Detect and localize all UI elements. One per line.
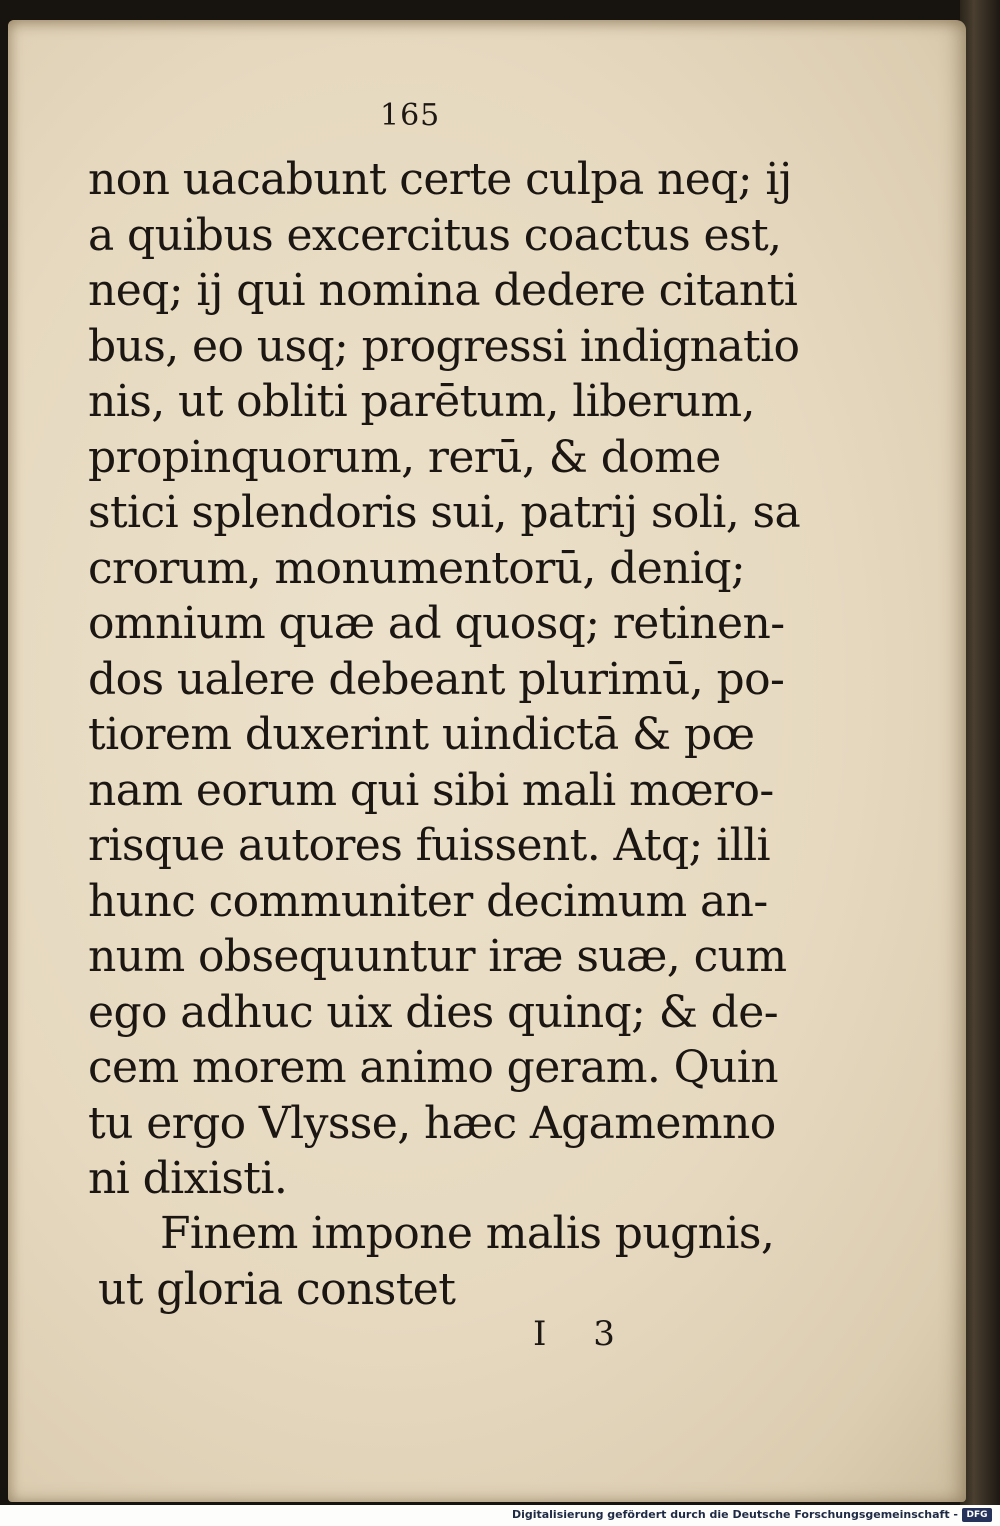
text-line: tiorem duxerint uindictā & pœ (88, 709, 755, 760)
text-line: neq; ij qui nomina dedere citanti (88, 265, 798, 316)
book-edge (960, 0, 1000, 1505)
text-line: cem morem animo geram. Quin (88, 1042, 779, 1093)
text-line: dos ualere debeant plurimū, po- (88, 653, 785, 705)
signature-mark: I 3 (533, 1314, 615, 1354)
dfg-logo-icon: DFG (962, 1508, 992, 1522)
text-line: bus, eo usq; progressi indignatio (88, 320, 800, 372)
text-line: omnium quæ ad quosq; retinen- (88, 598, 785, 649)
text-line: ego adhuc uix dies quinq; & de- (88, 986, 778, 1038)
text-line: a quibus excercitus coactus est, (88, 209, 782, 261)
text-line: crorum, monumentorū, deniq; (88, 542, 746, 594)
text-line: propinquorum, rerū, & dome (88, 431, 721, 483)
text-line: non uacabunt certe culpa neq; ij (88, 154, 792, 205)
text-line: stici splendoris sui, patrij soli, sa (88, 487, 801, 538)
page-number: 165 (380, 98, 441, 133)
verse-quotation (98, 1206, 778, 1317)
body-text (88, 152, 801, 1207)
text-line: nis, ut obliti parētum, liberum, (88, 376, 755, 427)
text-line: ni dixisti. (88, 1153, 288, 1204)
book-page (8, 20, 966, 1502)
text-line: num obsequuntur iræ suæ, cum (88, 931, 787, 982)
text-line: hunc communiter decimum an- (88, 875, 768, 927)
text-line: risque autores fuissent. Atq; illi (88, 820, 771, 871)
footer-bar (0, 1505, 1000, 1526)
text-line: nam eorum qui sibi mali mœro- (88, 764, 774, 816)
footer-credit: Digitalisierung gefördert durch die Deutsche Forschungsgemeinschaft - (511, 1508, 958, 1521)
verse-line: ut gloria constet (98, 1263, 456, 1315)
text-line: tu ergo Vlysse, hæc Agamemno (88, 1097, 776, 1149)
verse-line: Finem impone malis pugnis, (160, 1208, 775, 1259)
